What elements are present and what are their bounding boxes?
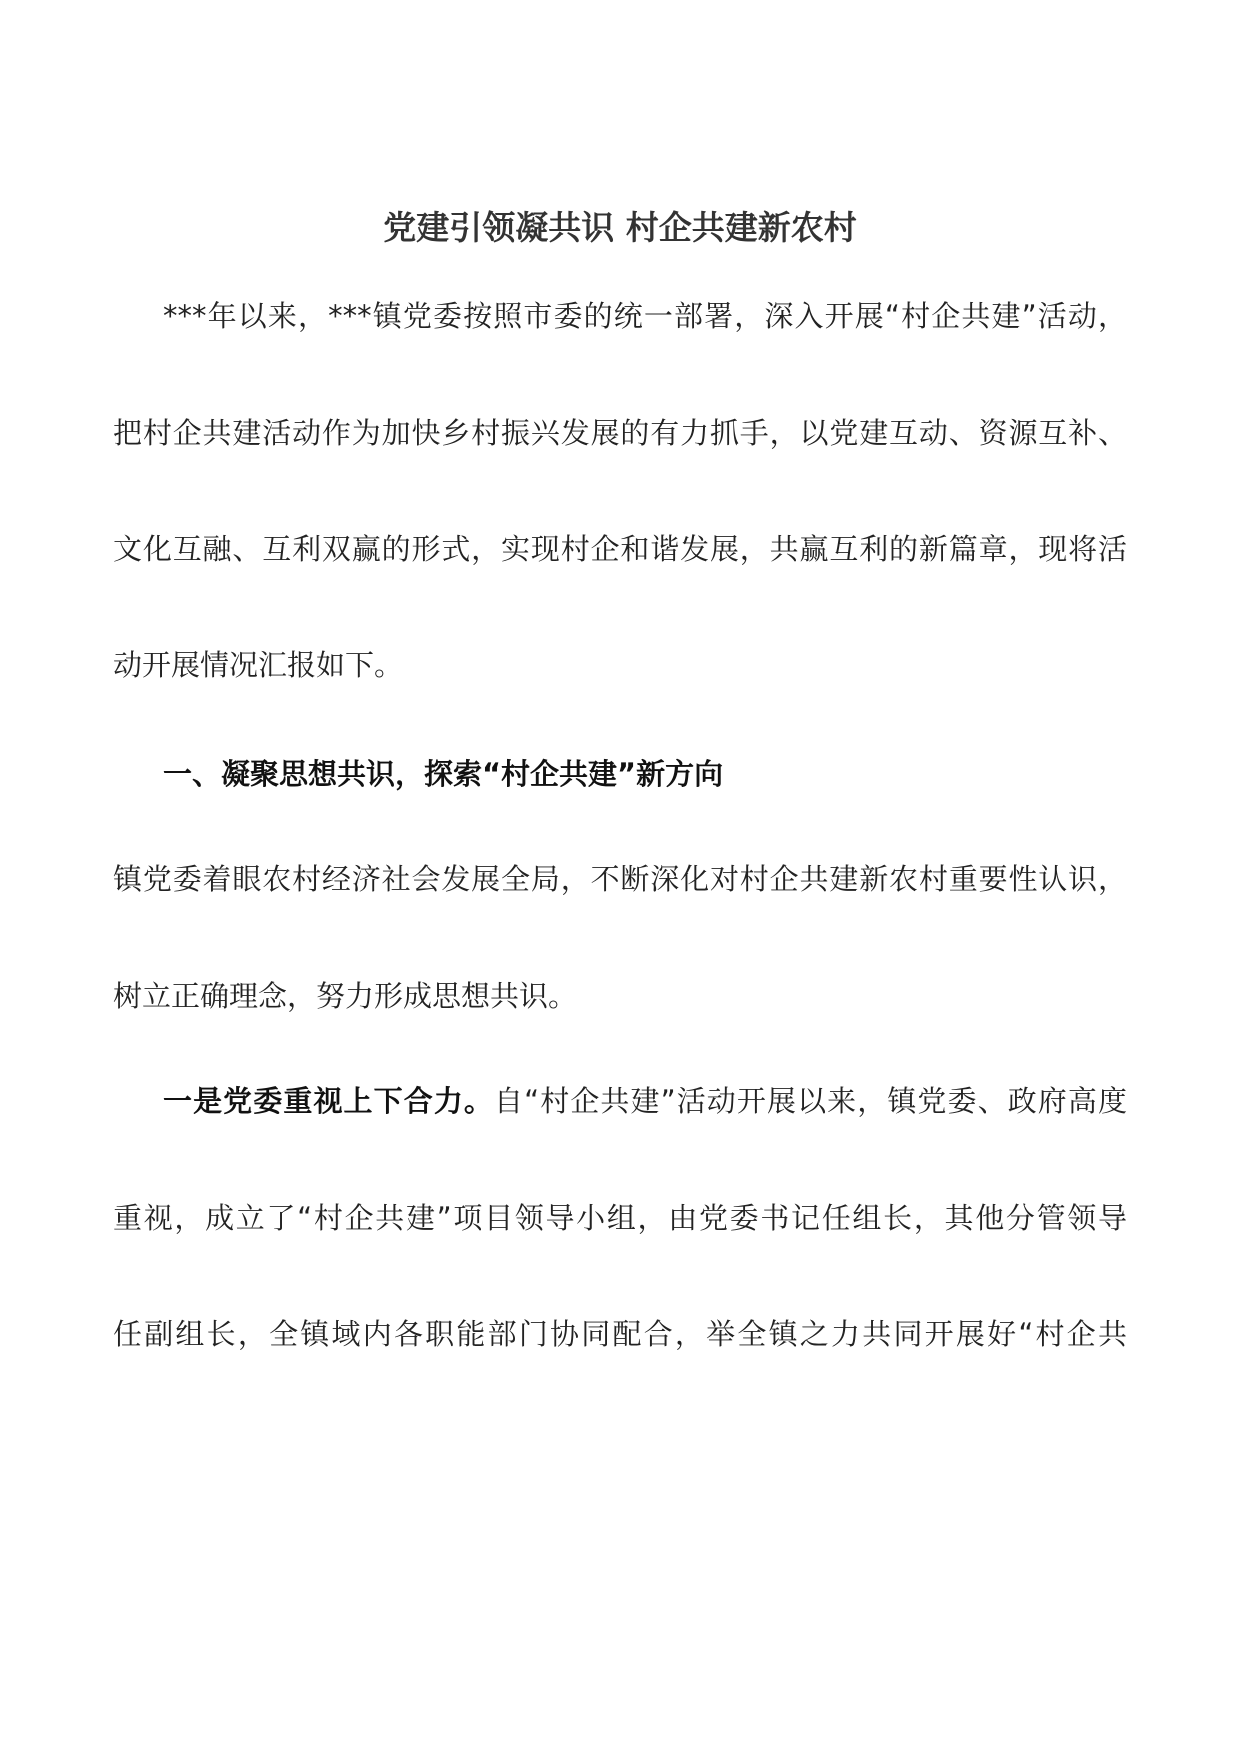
document-title: 党建引领凝共识 村企共建新农村 xyxy=(383,208,857,247)
intro-line-1: ***年以来，***镇党委按照市委的统一部署，深入开展“村企共建”活动， xyxy=(163,299,1127,333)
point-one-line-1 xyxy=(163,1081,1127,1121)
section-one-line-2: 树立正确理念，努力形成思想共识。 xyxy=(113,979,578,1013)
point-one-lead: 一是党委重视上下合力。 xyxy=(163,1084,495,1118)
point-one-line-2: 重视，成立了“村企共建”项目领导小组，由党委书记任组长，其他分管领导 xyxy=(113,1201,1127,1235)
intro-line-3: 文化互融、互利双赢的形式，实现村企和谐发展，共赢互利的新篇章，现将活 xyxy=(113,532,1127,566)
intro-line-2: 把村企共建活动作为加快乡村振兴发展的有力抓手，以党建互动、资源互补、 xyxy=(113,416,1127,450)
point-one-line-3: 任副组长，全镇域内各职能部门协同配合，举全镇之力共同开展好“村企共 xyxy=(113,1317,1127,1351)
intro-line-4: 动开展情况汇报如下。 xyxy=(113,648,404,682)
section-one-line-1: 镇党委着眼农村经济社会发展全局，不断深化对村企共建新农村重要性认识， xyxy=(113,862,1127,896)
section-one-heading: 一、凝聚思想共识，探索“村企共建”新方向 xyxy=(163,757,724,791)
point-one-first-line-rest: 自“村企共建”活动开展以来，镇党委、政府高度 xyxy=(494,1084,1127,1118)
